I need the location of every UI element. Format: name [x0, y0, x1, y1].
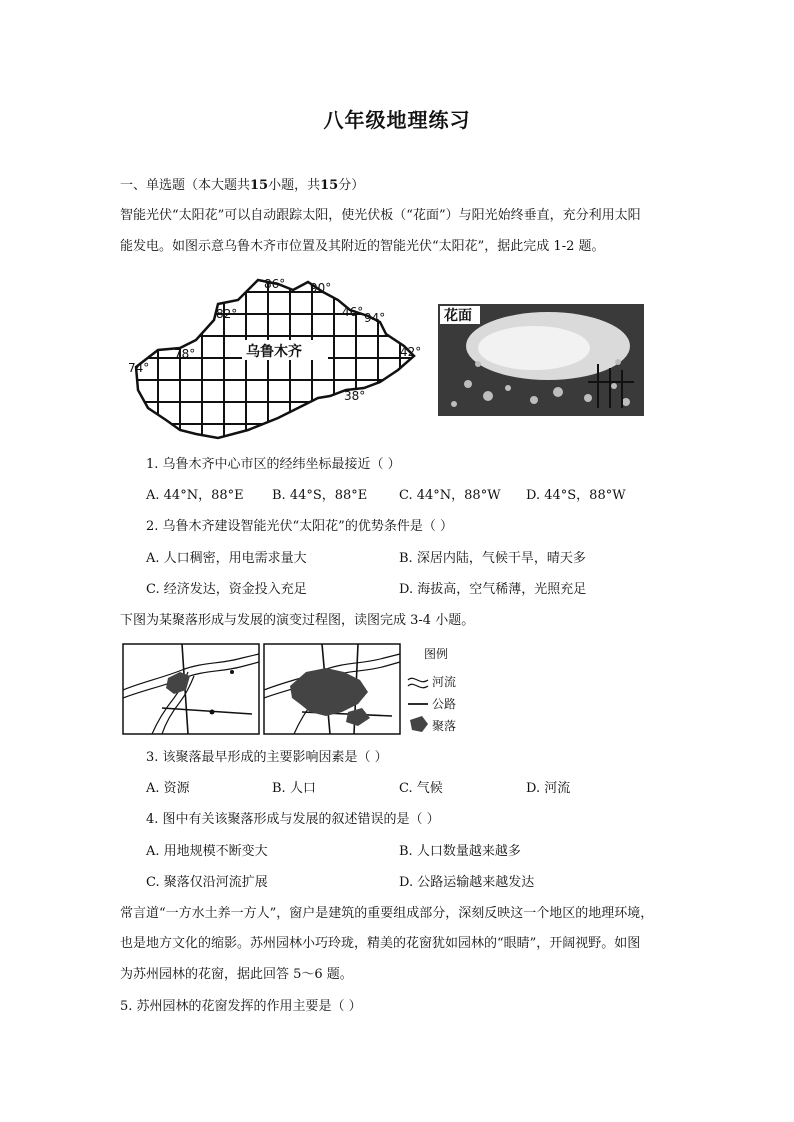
question-4-option-d: D. 公路运输越来越发达 [399, 875, 535, 890]
question-3-option-d: D. 河流 [526, 781, 571, 796]
legend [408, 646, 456, 733]
lon-label-86: 86° [264, 277, 286, 291]
question-4-option-a: A. 用地规模不断变大 [146, 844, 268, 859]
question-4-option-b: B. 人口数量越来越多 [399, 844, 521, 859]
section-prefix: 一、单选题（本大题共 [120, 178, 251, 193]
section-count: 15 [250, 178, 269, 193]
section-suffix: 分） [338, 178, 365, 193]
lat-label-46: 46° [342, 305, 364, 319]
lon-label-94: 94° [364, 311, 386, 325]
intro1-line1: 智能光伏“太阳花”可以自动跟踪太阳，使光伏板（“花面”）与阳光始终垂直，充分利用太阳 [120, 208, 641, 223]
intro3-line1: 常言道“一方水土养一方人”，窗户是建筑的重要组成部分，深刻反映这一个地区的地理环境， [120, 906, 654, 921]
question-1-option-b: B. 44°S，88°E [272, 488, 368, 503]
lon-label-90: 90° [310, 281, 332, 295]
settlement-panel-later [264, 644, 400, 734]
intro3-line2: 也是地方文化的缩影。苏州园林小巧玲珑，精美的花窗犹如园林的“眼睛”，开阔视野。如图 [120, 936, 641, 951]
page-title: 八年级地理练习 [323, 108, 471, 132]
legend-settlement-icon [410, 716, 428, 732]
section-header [120, 176, 364, 196]
question-3-option-c: C. 气候 [399, 781, 443, 796]
settlement-panel-early [123, 644, 259, 734]
section-score: 15 [320, 178, 339, 193]
question-1-option-d: D. 44°S，88°W [526, 488, 626, 503]
lon-label-74: 74° [128, 361, 150, 375]
city-label: 乌鲁木齐 [246, 344, 302, 360]
legend-road-label: 公路 [432, 697, 457, 711]
photo-label: 花面 [444, 308, 472, 324]
intro2-text: 下图为某聚落形成与发展的演变过程图，读图完成 3-4 小题。 [120, 613, 475, 628]
intro1-line2: 能发电。如图示意乌鲁木齐市位置及其附近的智能光伏“太阳花”，据此完成 1-2 题。 [120, 239, 605, 254]
solar-flower-photo [438, 304, 644, 416]
question-5-stem: 5. 苏州园林的花窗发挥的作用主要是（ ） [120, 999, 362, 1014]
question-4-option-c: C. 聚落仅沿河流扩展 [146, 875, 268, 890]
question-3-option-b: B. 人口 [272, 781, 316, 796]
question-2-option-c: C. 经济发达，资金投入充足 [146, 582, 307, 597]
question-1-stem: 1. 乌鲁木齐中心市区的经纬坐标最接近（ ） [146, 457, 401, 472]
lon-label-82: 82° [216, 307, 238, 321]
lat-label-38: 38° [344, 389, 366, 403]
question-2-option-b: B. 深居内陆，气候干旱，晴天多 [399, 551, 586, 566]
legend-river-icon [408, 678, 428, 681]
legend-river-label: 河流 [432, 675, 457, 689]
question-3-option-a: A. 资源 [146, 781, 190, 796]
question-3-stem: 3. 该聚落最早形成的主要影响因素是（ ） [146, 750, 388, 765]
section-mid: 小题，共 [268, 178, 321, 193]
settlement-evolution-diagram [122, 642, 482, 736]
legend-settlement-label: 聚落 [432, 719, 457, 733]
question-2-stem: 2. 乌鲁木齐建设智能光伏“太阳花”的优势条件是（ ） [146, 519, 453, 534]
legend-title: 图例 [424, 647, 449, 661]
lat-label-42: 42° [400, 345, 422, 359]
question-2-option-d: D. 海拔高，空气稀薄，光照充足 [399, 582, 587, 597]
question-4-stem: 4. 图中有关该聚落形成与发展的叙述错误的是（ ） [146, 812, 440, 827]
intro3-line3: 为苏州园林的花窗，据此回答 5～6 题。 [120, 967, 353, 982]
lon-label-78: 78° [174, 347, 196, 361]
xinjiang-grid-map [118, 270, 438, 442]
question-1-option-c: C. 44°N，88°W [399, 488, 501, 503]
question-1-option-a: A. 44°N，88°E [146, 488, 244, 503]
question-2-option-a: A. 人口稠密，用电需求量大 [146, 551, 307, 566]
